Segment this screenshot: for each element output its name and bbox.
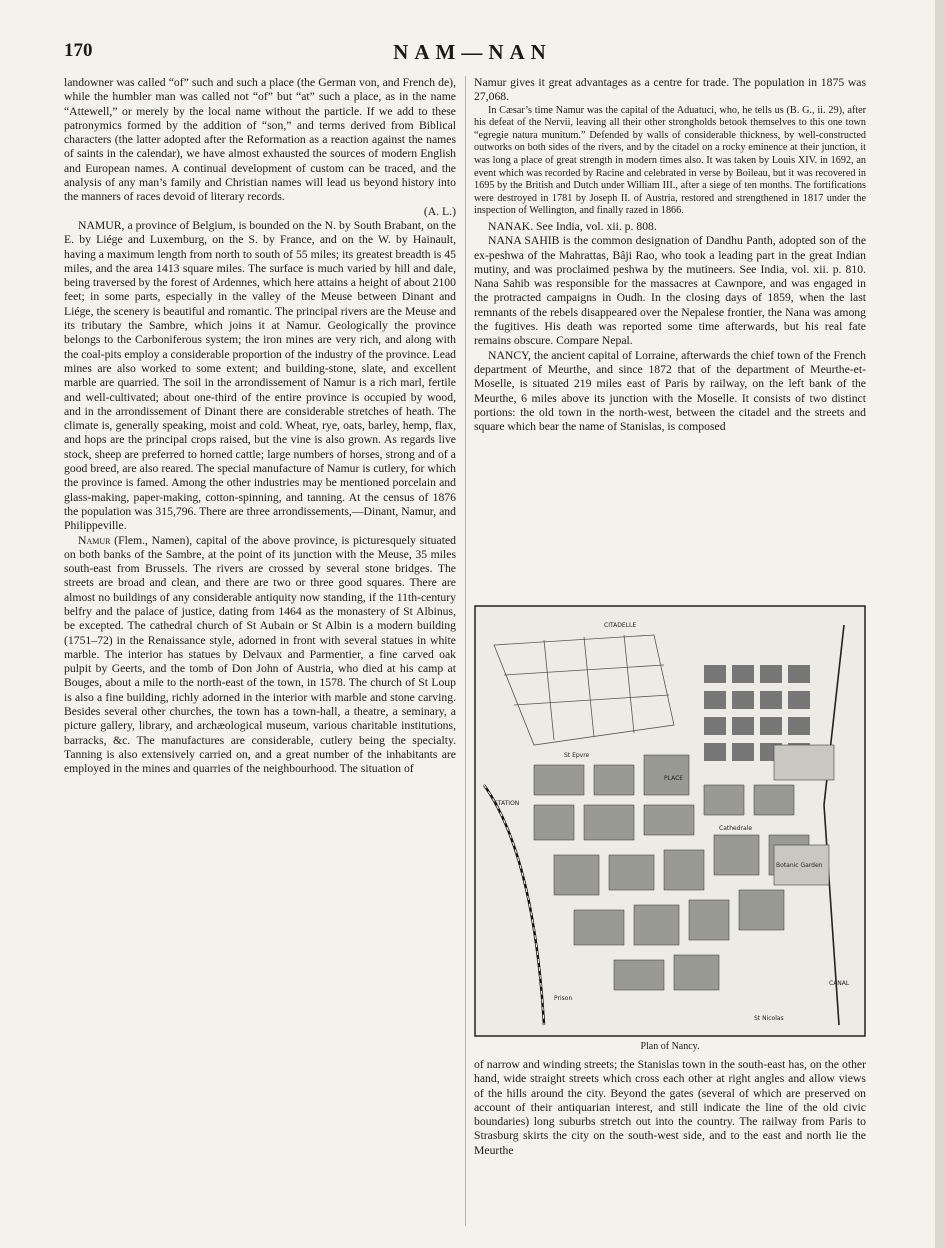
entry-text-nanak: See India, vol. xii. p. 808. [533, 219, 657, 233]
entry-text-nancy: the ancient capital of Lorraine, afterwards the chief town of the French department of Meurthe, and since 1872 that of the department of Meurthe-et-Moselle, is situated 219 miles east of Paris by railway, on the left bank of the Meurthe, 6 miles above its junction with the Moselle. It consists of two distinct portions: the old town in the north-west, between the citadel and the streets and square which bear the name of Stanislas, is composed [474, 348, 866, 434]
paragraph-namur-history: In Cæsar’s time Namur was the capital of the Aduatuci, who, he tells us (B. G., ii. 29), after his defeat of the Nervii, leaving all their other strongholds betook themselves to this one town “egregie natura munitum.” Defended by walls of considerable thickness, by well-constructed outworks on both sides of the rivers, and by the citadel on a rocky eminence at their junction, it was long a place of great strength in modern times also. It was taken by Louis XIV. in 1692, an event which was recorded by Racine and celebrated in verse by Boileau, but it was recovered in 1695 by the British and Dutch under William III., after a siege of ten months. The fortifications were destroyed in 1781 by Joseph II. of Austria, restored and strengthened in 1817 under the inspection of Wellington, and finally razed in 1866. [474, 104, 866, 217]
right-column-top [474, 76, 866, 434]
entry-namur-province [64, 219, 456, 534]
entry-heading-namur-province: NAMUR, [78, 218, 125, 232]
map-caption: Plan of Nancy. [640, 1041, 700, 1052]
entry-heading-nana-sahib: NANA SAHIB [488, 234, 560, 248]
map-label-station: STATION [494, 800, 520, 807]
map-label-st-nicolas: St Nicolas [754, 1015, 784, 1022]
entry-text-nana-sahib: is the common designation of Dandhu Panth, adopted son of the ex-peshwa of the Mahrattas, Bâji Rao, who took a leading part in the great Indian mutiny, and was proclaimed peshwa by the mutineers. See India, vol. xii. p. 810. Nana Sahib was responsible for the massacres at Cawnpore, and was engaged in the protracted campaigns in Oudh. In the closing days of 1859, when the last remnants of the rebels disappeared over the Nepalese frontier, the Nana was among the fugitives. His death was reported some time afterwards, but his real fate remains obscure. Compare Nepal. [474, 234, 867, 348]
entry-nana-sahib [474, 234, 866, 348]
entry-nanak [474, 220, 866, 234]
right-column-bottom [474, 1058, 866, 1158]
entry-nancy [474, 349, 866, 435]
map-label-citadel: CITADELLE [604, 622, 637, 629]
park-area [774, 745, 834, 780]
author-signature: (A. L.) [423, 204, 456, 218]
map-label-cathedral: Cathedrale [719, 825, 753, 832]
paragraph-names-end: landowner was called “of” such and such a place (the German von, and French de), while the humbler man was called not “of” but “at” such a place, as in the name “Attewell,” or merely by the local name without the particle. If we add to these patronymics formed by the addition of “son,” and terms derived from Biblical characters (the latter adopted after the Reformation as a reaction against the names of saints in the calendar), we have almost exhausted the sources of modern English and European names. A continual development of custom can be traced, and the analysis of any man’s family and Christian names will lead us beyond history into the manners of races devoid of literary records. [64, 76, 456, 204]
entry-text-namur-province: a province of Belgium, is bounded on the N. by South Brabant, on the E. by Liége and Luxemburg, on the S. by France, and on the W. by Hainault, having a maximum length from north to south of 55 miles; its greatest breadth is 45 miles, and the area 1413 square miles. The surface is much varied by hill and dale, being traversed by the forest of Ardennes, which here attains a height of about 2100 feet; in some parts, especially in the valley of the Meuse between Dinant and Liége, the scenery is beautiful and romantic. The principal rivers are the Meuse and its tributary the Sambre, which joins it at Namur. Geologically the province belongs to the Carboniferous system; the iron mines are very rich, and along with the coal-pits employ a considerable proportion of the industry of the province. Lead mines are also worked to some extent; and building-stone, slate, and excellent marble are quarried. The soil in the arrondissement of Namur is a rich marl, fertile and well-cultivated; about one-third of the entire province is occupied by wood, and in the arrondissement of Dinant there are considerable stretches of heath. The climate is, generally speaking, moist and cold. Wheat, rye, oats, barley, hemp, flax, and hops are the principal crops raised, but the vine is also grown. As regards live stock, sheep are preferred to horned cattle; large numbers of horses, strong and of a good breed, are also reared. The special manufacture of Namur is cutlery, for which the province is famed. Among the other industries may be mentioned porcelain and glass-making, paper-making, cotton-spinning, and tanning. At the census of 1876 the population was 315,796. There are three arrondissements,—Dinant, Namur, and Philippeville. [64, 218, 456, 533]
paragraph-namur-trade: Namur gives it great advantages as a centre for trade. The population in 1875 was 27,068. [474, 76, 866, 104]
map-label-prison: Prison [554, 995, 573, 1002]
map-label-place: PLACE [664, 775, 684, 782]
left-column [64, 76, 456, 777]
running-head: NAM—NAN [393, 40, 552, 64]
map-drawing [474, 605, 866, 1037]
plan-of-nancy-map [474, 605, 866, 1037]
entry-text-namur-town: (Flem., Namen), capital of the above province, is picturesquely situated on both banks of the Sambre, at the point of its junction with the Meuse, 35 miles south-east from Brussels. The rivers are crossed by several stone bridges. The streets are broad and clean, and there are two or three good squares. There are almost no buildings of any considerable antiquity now standing, if the 11th-century belfry and the palace of justice, dating from 1464 as the monastery of St Albinus, be excepted. The cathedral church of St Aubain or St Albin is a modern building (1751–72) in the Renaissance style, adorned in front with several statues in white marble. The interior has statues by Delvaux and Parmentier, a fine carved oak pulpit by Geerts, and the tomb of Don John of Austria, who died at his camp at Bouges, about a mile to the north-east of the town, in 1578. The church of St Loup is also a fine building, richly adorned in the interior with marble and stone carving. Besides several other churches, the town has a town-hall, a theatre, a seminary, a picture gallery, library, and archæological museum, various charitable institutions, barracks, &c. The manufactures are considerable, cutlery being the specialty. Tanning is also extensively carried on, and a great number of the inhabitants are employed in the mines and quarries of the neighbourhood. The situation of [64, 533, 456, 776]
page-number: 170 [64, 40, 93, 61]
map-label-canal: CANAL [829, 980, 850, 987]
entry-heading-namur-town: Namur [78, 533, 111, 547]
column-rule [465, 76, 466, 1226]
entry-heading-nanak: NANAK. [488, 219, 534, 233]
entry-namur-town [64, 534, 456, 777]
map-label-st-epvre: St Epvre [564, 752, 590, 759]
page-edge [935, 0, 945, 1248]
paragraph-nancy-continued: of narrow and winding streets; the Stanislas town in the south-east has, on the other hand, wide straight streets which cross each other at right angles and allow views of the hills around the city. Beyond the gates (several of which are preserved on account of their antiquarian interest, and still indicate the line of the old civic boundaries) long suburbs stretch out into the country. The railway from Paris to Strasburg skirts the city on the south-west side, and to the east and north lie the Meurthe [474, 1058, 866, 1157]
entry-heading-nancy: NANCY, [488, 348, 531, 362]
map-label-botanic-garden: Botanic Garden [776, 862, 823, 869]
